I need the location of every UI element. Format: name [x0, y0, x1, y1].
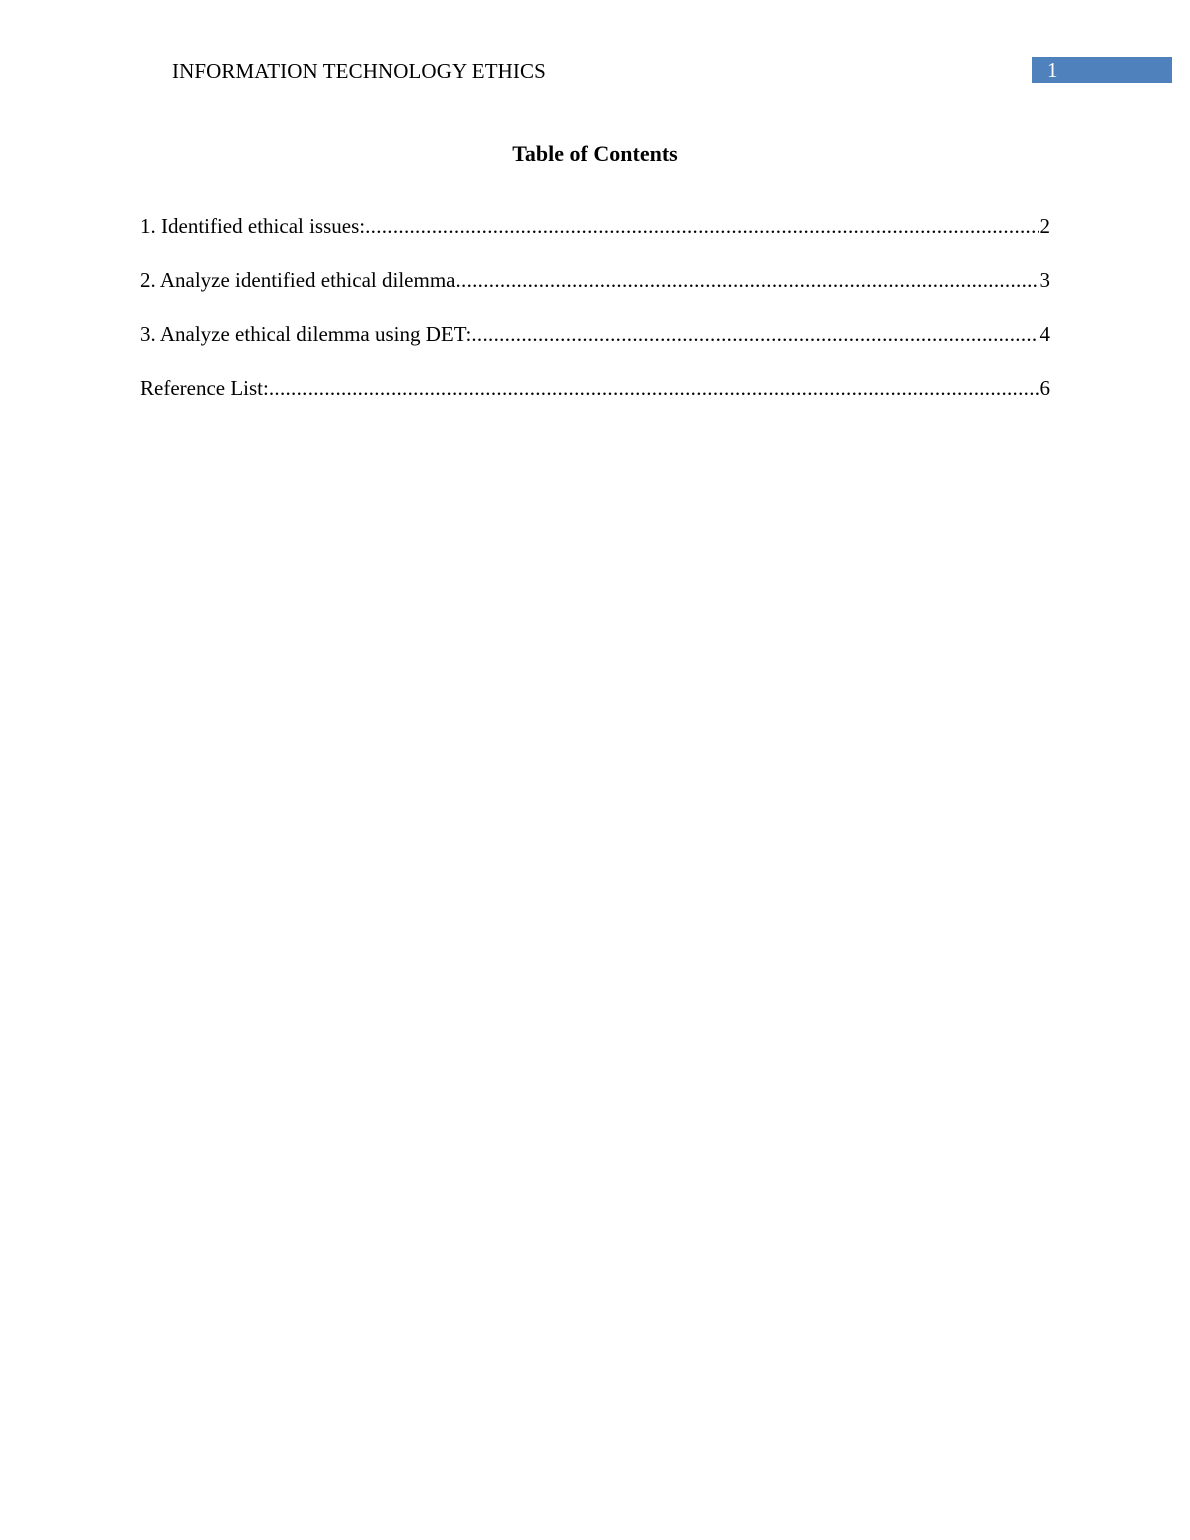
- toc-entry-identified-ethical-issues[interactable]: [140, 212, 1050, 266]
- page-number-badge: [1032, 57, 1172, 83]
- toc-heading: Table of Contents: [512, 141, 678, 166]
- toc-entry-analyze-ethical-dilemma[interactable]: [140, 266, 1050, 320]
- toc-entry-page: 3: [1039, 268, 1050, 292]
- page-number: 1: [1047, 58, 1058, 82]
- toc-entry-page: 4: [1039, 322, 1050, 346]
- toc-entry-page: 6: [1039, 376, 1050, 400]
- running-header-title: INFORMATION TECHNOLOGY ETHICS: [172, 59, 546, 83]
- toc-entry-page: 2: [1039, 214, 1050, 238]
- toc-dot-leader: [455, 266, 1038, 294]
- toc-dot-leader: [269, 374, 1039, 402]
- toc-entry-label: 2. Analyze identified ethical dilemma: [140, 268, 456, 292]
- toc-dot-leader: [471, 320, 1038, 348]
- toc-entry-analyze-using-det[interactable]: [140, 320, 1050, 374]
- toc-entry-label: Reference List:: [140, 376, 269, 400]
- toc-list: [140, 212, 1050, 428]
- toc-entry-label: 3. Analyze ethical dilemma using DET:: [140, 322, 472, 346]
- toc-entry-label: 1. Identified ethical issues:: [140, 214, 366, 238]
- toc-entry-reference-list[interactable]: [140, 374, 1050, 428]
- toc-dot-leader: [365, 212, 1038, 240]
